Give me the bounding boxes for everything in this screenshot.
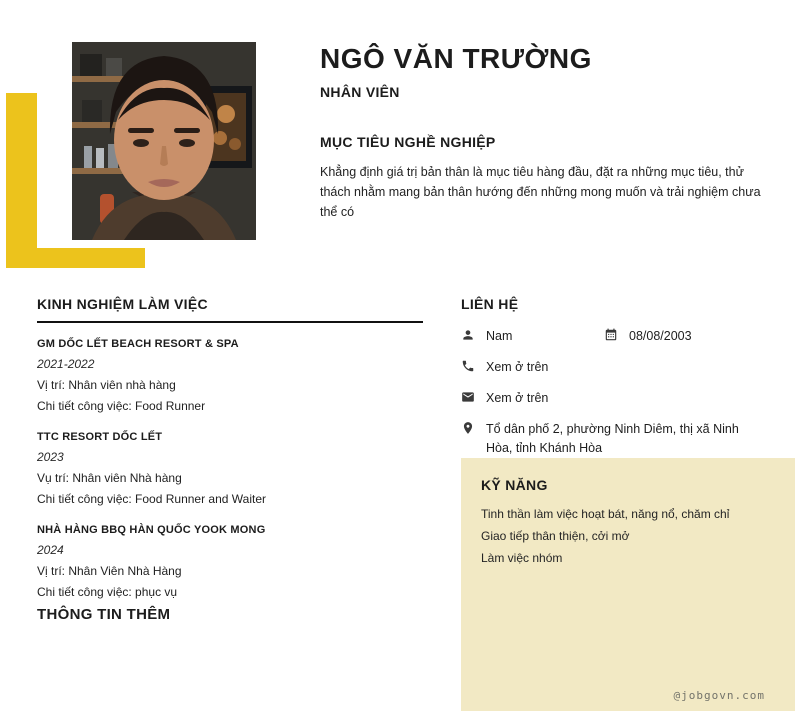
mail-icon [461,390,475,404]
job-details: Chi tiết công việc: Food Runner [37,399,206,413]
gender-field [461,327,604,346]
job-period: 2021-2022 [37,357,95,371]
header-block [320,42,770,100]
job-entry [37,337,423,413]
job-details: Chi tiết công việc: phục vụ [37,585,178,599]
job-period: 2024 [37,543,64,557]
email-value: Xem ở trên [486,391,549,405]
skill-item: Tinh thần làm việc hoạt bát, năng nổ, chăm chỉ [481,507,730,521]
skill-item: Giao tiếp thân thiện, cởi mở [481,529,630,543]
job-company: GM DỐC LẾT BEACH RESORT & SPA [37,338,239,350]
gender-value: Nam [486,329,513,343]
candidate-name: NGÔ VĂN TRƯỜNG [320,43,592,74]
phone-icon [461,359,475,373]
contact-row-gender-birthday [461,327,777,346]
job-details: Chi tiết công việc: Food Runner and Waiter [37,492,267,506]
birthday-field [604,327,692,346]
job-company: TTC RESORT DỐC LẾT [37,431,163,443]
skills-panel [461,458,795,711]
additional-info-heading: THÔNG TIN THÊM [37,606,171,623]
location-icon [461,421,475,435]
job-entry [37,523,423,599]
address-value: Tổ dân phố 2, phường Ninh Diêm, thị xã Ninh Hòa, tỉnh Khánh Hòa [486,422,739,455]
objective-heading: MỤC TIÊU NGHỀ NGHIỆP [320,134,496,150]
calendar-icon [604,328,618,342]
portrait-illustration [72,42,256,240]
phone-value: Xem ở trên [486,360,549,374]
contact-row-email [461,389,777,408]
job-position: Vụ trí: Nhân viên Nhà hàng [37,471,182,485]
job-entry [37,430,423,506]
job-position: Vị trí: Nhân Viên Nhà Hàng [37,564,182,578]
experience-section [37,296,423,616]
profile-photo [72,42,256,240]
watermark: @jobgovn.com [673,689,765,702]
person-icon [461,328,475,342]
additional-info-section [37,606,423,623]
candidate-title: NHÂN VIÊN [320,84,400,100]
experience-heading: KINH NGHIỆM LÀM VIỆC [37,296,423,323]
contact-row-address [461,420,777,458]
contact-heading: LIÊN HỆ [461,296,519,312]
contact-row-phone [461,358,777,377]
birthday-value: 08/08/2003 [629,329,692,343]
objective-section [320,134,770,222]
job-position: Vị trí: Nhân viên nhà hàng [37,378,176,392]
job-period: 2023 [37,450,64,464]
skills-heading: KỸ NĂNG [481,477,548,493]
accent-bar-vertical [6,93,37,268]
contact-section [461,296,777,470]
accent-bar-horizontal [6,248,145,268]
objective-text: Khẳng định giá trị bản thân là mục tiêu hàng đầu, đặt ra những mục tiêu, thử thách nhằm mang bản thân hướng đến những mong muốn và trải nghiệm chưa thể có [320,165,761,219]
job-company: NHÀ HÀNG BBQ HÀN QUỐC YOOK MONG [37,524,266,536]
skill-item: Làm việc nhóm [481,551,563,565]
